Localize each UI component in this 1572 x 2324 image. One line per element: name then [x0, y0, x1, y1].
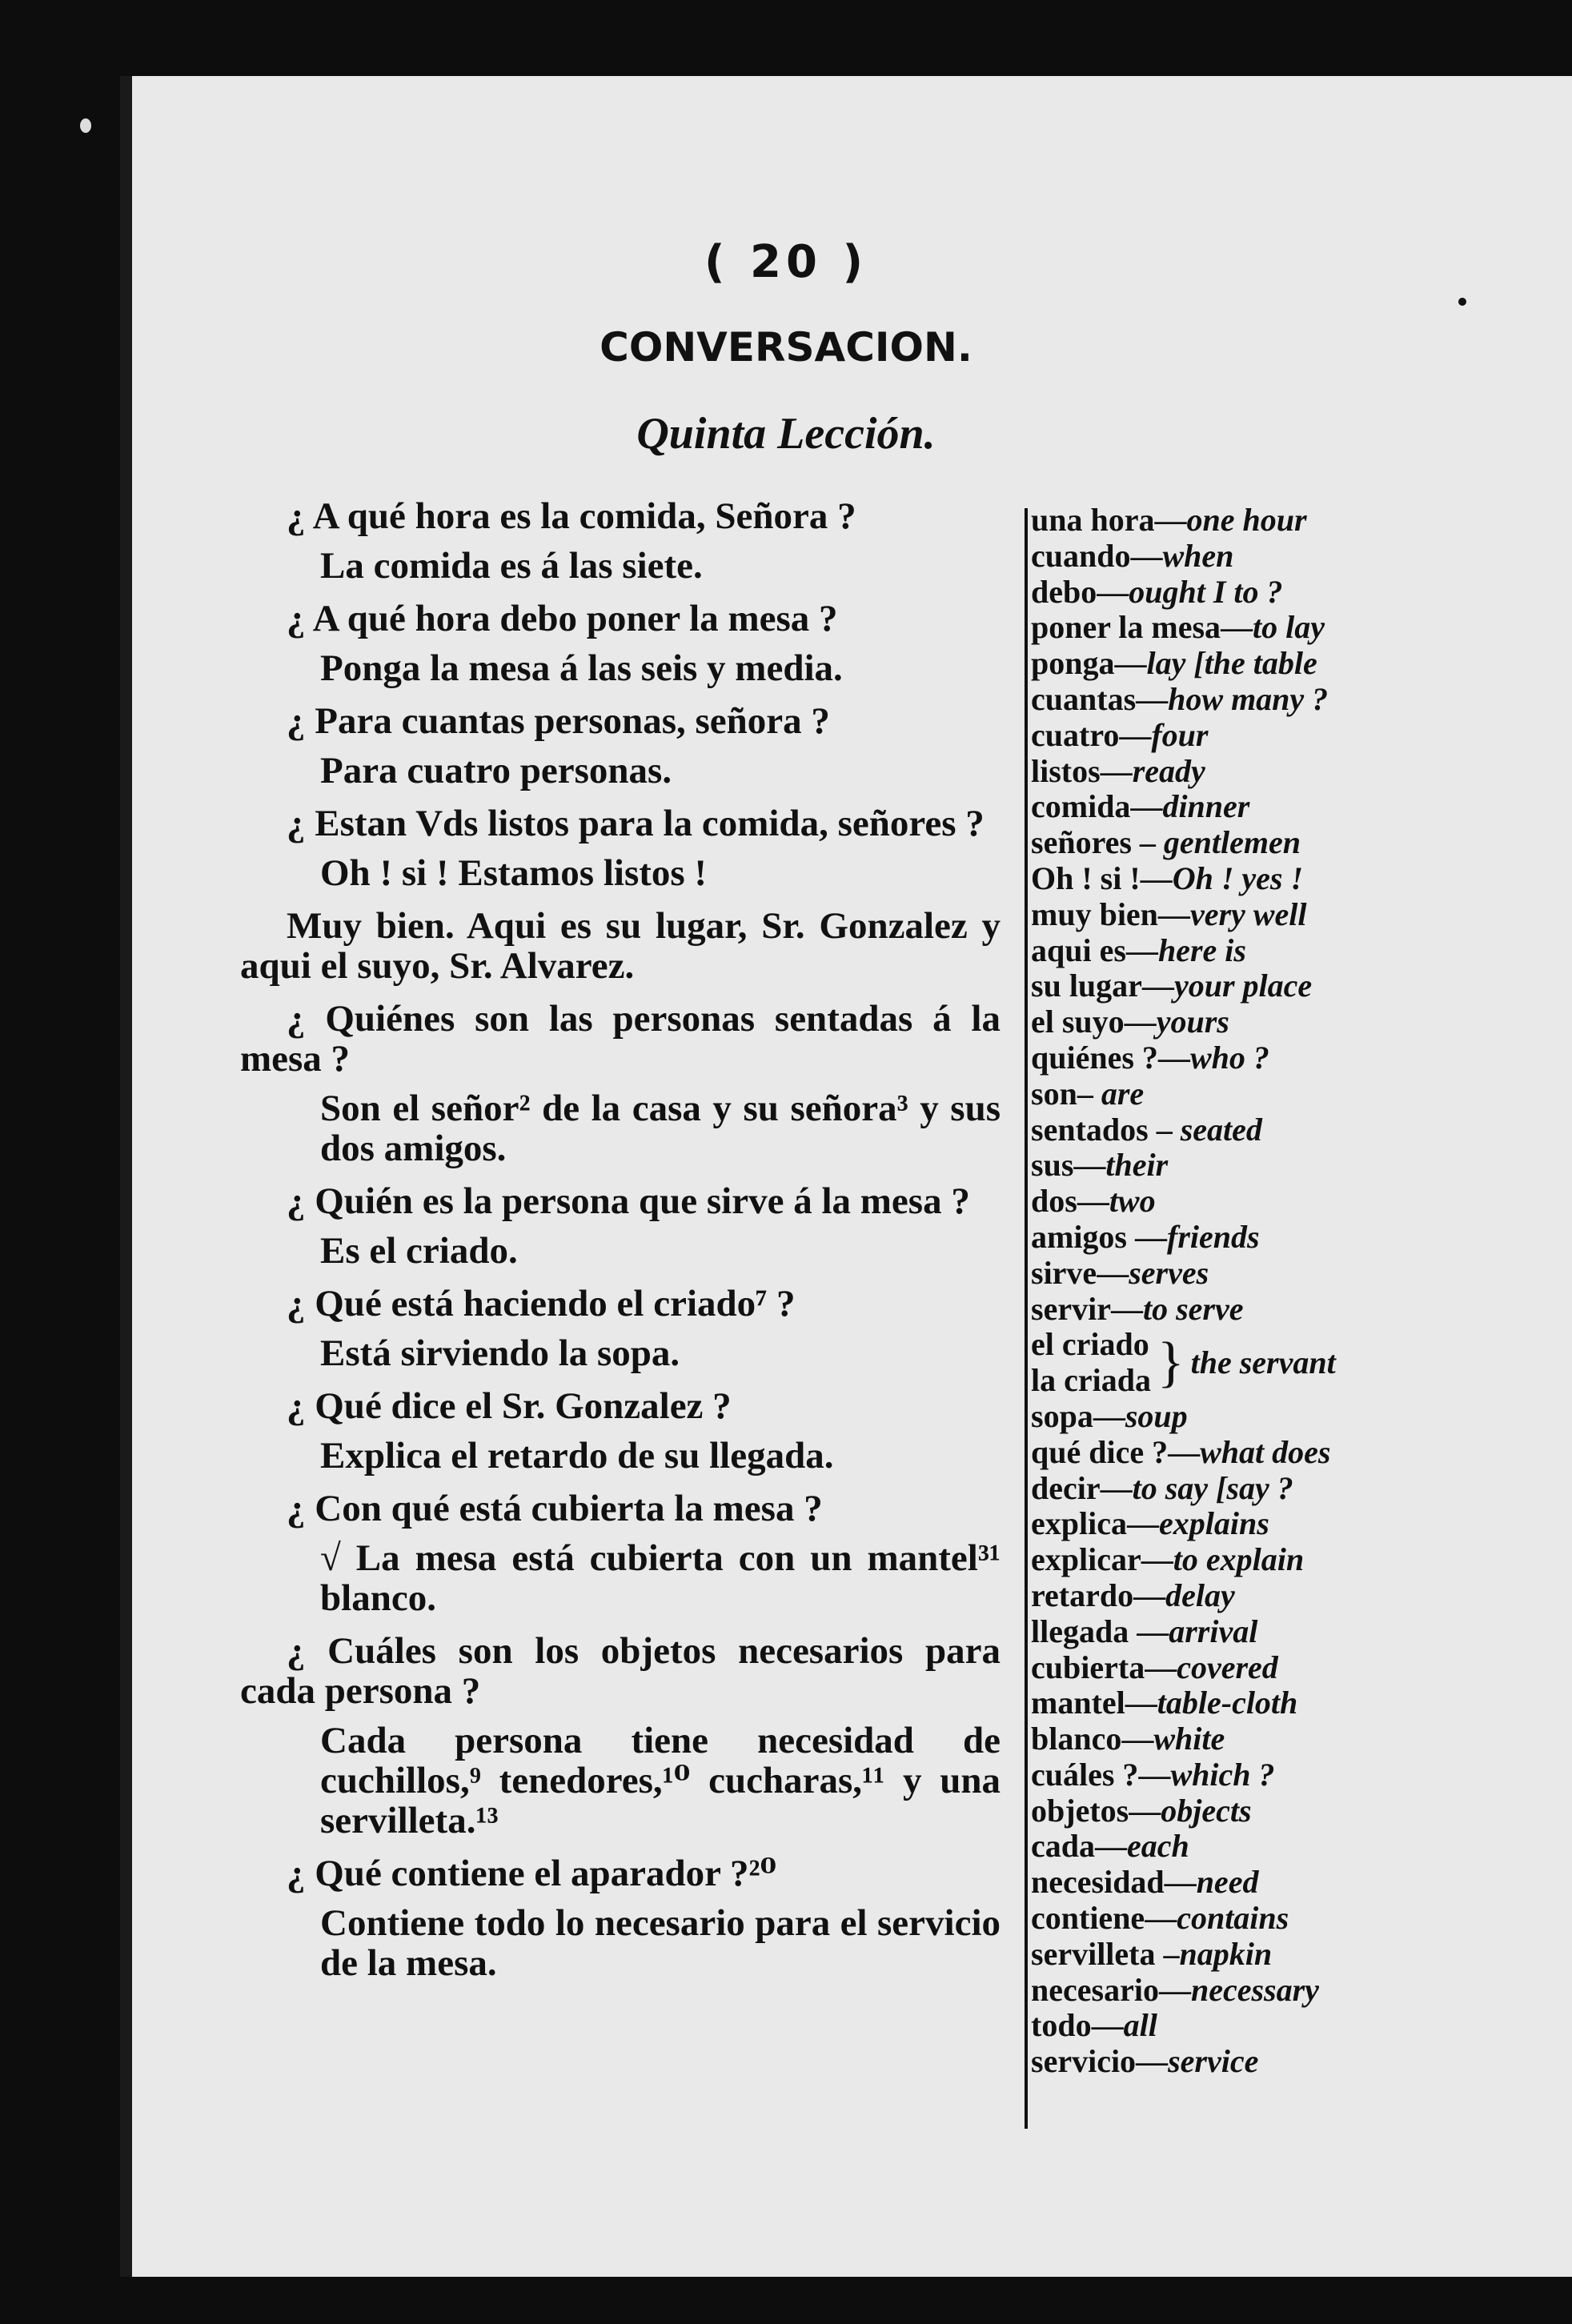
column-divider [1025, 508, 1028, 2129]
vocab-english: here is [1157, 932, 1246, 968]
dialogue-answer: Cada persona tiene necesidad de cuchillos,⁹ tenedores,¹⁰ cucharas,¹¹ y una servilleta.¹³ [320, 1720, 1001, 1841]
vocab-spanish: sus— [1031, 1147, 1106, 1184]
vocab-entry [1031, 610, 1431, 646]
vocab-spanish: amigos — [1031, 1218, 1167, 1255]
vocab-spanish: poner la mesa— [1031, 609, 1253, 646]
vocab-entry [1031, 1256, 1431, 1292]
vocab-spanish: su lugar— [1031, 968, 1174, 1004]
vocab-entry [1031, 1471, 1431, 1507]
vocab-english: objects [1161, 1792, 1252, 1829]
vocab-spanish: sentados – [1031, 1111, 1181, 1148]
vocab-english: to say [say ? [1132, 1469, 1293, 1506]
vocab-spanish: sirve— [1031, 1254, 1129, 1291]
dialogue-question: ¿ Qué contiene el aparador ?²⁰ [287, 1853, 777, 1894]
page-number: ( 20 ) [704, 236, 868, 288]
vocab-spanish: el criado [1031, 1326, 1149, 1363]
vocab-entry [1031, 1901, 1431, 1937]
vocab-entry [1031, 1542, 1431, 1578]
vocab-entry [1031, 646, 1431, 682]
page-edge [120, 76, 124, 2277]
vocab-english: the servant [1190, 1344, 1336, 1380]
vocab-entry [1031, 718, 1431, 754]
vocab-entry [1031, 1184, 1431, 1220]
vocab-spanish: sopa— [1031, 1397, 1125, 1434]
vocab-english: one hour [1186, 502, 1307, 538]
vocab-english: their [1105, 1147, 1169, 1184]
vocab-spanish: la criada [1031, 1362, 1151, 1399]
vocab-brace-entry [1031, 1327, 1431, 1399]
vocab-spanish: quiénes ?— [1031, 1039, 1190, 1076]
dialogue-question: ¿ Cuáles son los objetos necesarios para cada persona ? [240, 1630, 1001, 1712]
dialogue-answer: Contiene todo lo necesario para el servicio de la mesa. [320, 1902, 1001, 1984]
vocab-entry [1031, 1040, 1431, 1076]
vocab-entry [1031, 1292, 1431, 1328]
vocab-english: two [1109, 1183, 1156, 1220]
vocab-english: explains [1158, 1505, 1269, 1542]
dialogue-question: ¿ A qué hora debo poner la mesa ? [287, 598, 838, 639]
vocab-spanish: objetos— [1031, 1792, 1161, 1829]
vocab-english: to serve [1142, 1290, 1244, 1327]
vocab-spanish: una hora— [1031, 502, 1187, 538]
vocab-spanish: cubierta— [1031, 1649, 1177, 1685]
vocab-english: how many ? [1168, 680, 1329, 717]
vocab-entry [1031, 933, 1431, 969]
vocab-spanish: necesario— [1031, 1971, 1191, 2008]
vocab-english: seated [1180, 1111, 1262, 1148]
vocab-entry [1031, 2008, 1431, 2044]
vocab-entry [1031, 968, 1431, 1004]
vocab-entry [1031, 2044, 1431, 2080]
vocab-english: serves [1129, 1254, 1209, 1291]
vocab-english: very well [1189, 896, 1307, 932]
vocab-spanish: servir— [1031, 1290, 1143, 1327]
vocab-english: yours [1156, 1004, 1229, 1040]
brace-symbol: } [1157, 1332, 1185, 1394]
vocab-spanish: el suyo— [1031, 1004, 1157, 1040]
vocab-english: arrival [1169, 1613, 1258, 1649]
vocab-entry [1031, 1506, 1431, 1542]
vocab-entry [1031, 789, 1431, 825]
vocab-english: friends [1167, 1218, 1260, 1255]
vocab-english: to lay [1253, 609, 1325, 646]
dialogue-answer: Ponga la mesa á las seis y media. [320, 647, 843, 689]
vocab-entry [1031, 1578, 1431, 1614]
vocab-english: lay [the table [1146, 645, 1317, 682]
vocab-entry [1031, 754, 1431, 790]
dialogue-question: ¿ A qué hora es la comida, Señora ? [287, 495, 856, 537]
vocab-entry [1031, 897, 1431, 933]
vocab-english: white [1153, 1721, 1225, 1757]
vocab-english: covered [1177, 1649, 1278, 1685]
vocab-english: who ? [1189, 1039, 1269, 1076]
vocab-entry [1031, 1829, 1431, 1865]
vocab-english: what does [1200, 1433, 1331, 1470]
vocab-entry [1031, 1685, 1431, 1721]
vocab-entry [1031, 1757, 1431, 1793]
vocab-english: when [1162, 537, 1234, 574]
vocab-english: are [1101, 1075, 1145, 1112]
vocab-entry [1031, 1865, 1431, 1901]
vocab-entry [1031, 503, 1431, 539]
page-edge [130, 76, 132, 2277]
vocab-entry [1031, 1076, 1431, 1112]
dialogue-answer: √ La mesa está cubierta con un mantel³¹ blanco. [320, 1537, 1001, 1619]
vocab-english: service [1168, 2043, 1259, 2080]
vocab-spanish: explicar— [1031, 1541, 1173, 1578]
dialogue-answer: Son el señor² de la casa y su señora³ y sus dos amigos. [320, 1088, 1001, 1169]
vocab-spanish: señores – [1031, 824, 1164, 861]
dialogue-answer: Para cuatro personas. [320, 750, 672, 791]
lesson-title: Quinta Lección. [636, 409, 936, 459]
dialogue-answer: Oh ! si ! Estamos listos ! [320, 852, 708, 894]
vocab-spanish: todo— [1031, 2007, 1124, 2044]
dialogue-question: ¿ Estan Vds listos para la comida, señores ? [287, 803, 985, 844]
dialogue-answer: Es el criado. [320, 1230, 518, 1272]
vocab-entry [1031, 1793, 1431, 1829]
vocab-english: ready [1132, 752, 1205, 789]
vocab-english: each [1127, 1828, 1189, 1865]
vocab-spanish: retardo— [1031, 1577, 1166, 1613]
vocab-entry [1031, 1614, 1431, 1650]
vocab-spanish: cuatro— [1031, 716, 1152, 753]
vocab-spanish: aqui es— [1031, 932, 1158, 968]
vocab-entry [1031, 861, 1431, 897]
vocab-english: necessary [1190, 1971, 1319, 2008]
vocab-entry [1031, 825, 1431, 861]
vocab-entry [1031, 1721, 1431, 1757]
vocab-entry [1031, 1650, 1431, 1686]
vocab-spanish: servilleta – [1031, 1935, 1180, 1972]
dialogue-answer: Está sirviendo la sopa. [320, 1332, 680, 1374]
vocab-english: table-cloth [1157, 1685, 1298, 1721]
vocab-spanish: cuando— [1031, 537, 1163, 574]
vocab-spanish: muy bien— [1031, 896, 1190, 932]
vocab-entry [1031, 1973, 1431, 2009]
vocab-spanish: qué dice ?— [1031, 1433, 1201, 1470]
vocab-spanish: ponga— [1031, 645, 1147, 682]
dialogue-question: ¿ Quiénes son las personas sentadas á la mesa ? [240, 998, 1001, 1080]
dialogue-column [240, 496, 1001, 1983]
vocab-entry [1031, 1004, 1431, 1040]
vocab-spanish: Oh ! si !— [1031, 859, 1173, 896]
vocab-spanish: mantel— [1031, 1685, 1157, 1721]
vocab-spanish: servicio— [1031, 2043, 1169, 2080]
dialogue-question: ¿ Qué está haciendo el criado⁷ ? [287, 1283, 796, 1324]
vocab-entry [1031, 1435, 1431, 1471]
vocab-entry [1031, 539, 1431, 575]
vocab-spanish: decir— [1031, 1469, 1133, 1506]
vocab-english: need [1196, 1864, 1259, 1901]
vocab-english: Oh ! yes ! [1172, 859, 1304, 896]
dialogue-question: ¿ Para cuantas personas, señora ? [287, 700, 830, 742]
vocab-english: dinner [1162, 788, 1250, 825]
vocab-spanish: necesidad— [1031, 1864, 1197, 1901]
vocab-spanish: cuáles ?— [1031, 1756, 1171, 1793]
vocab-english: your place [1173, 968, 1313, 1004]
vocab-entry [1031, 1112, 1431, 1148]
vocab-entry [1031, 1399, 1431, 1435]
vocab-spanish: contiene— [1031, 1900, 1177, 1937]
vocab-entry [1031, 1937, 1431, 1973]
vocab-entry [1031, 575, 1431, 611]
vocab-english: contains [1177, 1900, 1289, 1937]
dialogue-answer: La comida es á las siete. [320, 545, 703, 587]
vocab-spanish: cuantas— [1031, 680, 1169, 717]
vocab-english: delay [1165, 1577, 1235, 1613]
vocab-spanish: blanco— [1031, 1721, 1154, 1757]
vocab-english: gentlemen [1163, 824, 1301, 861]
vocab-spanish: son– [1031, 1075, 1101, 1112]
vocab-spanish: dos— [1031, 1183, 1109, 1220]
vocab-spanish: listos— [1031, 752, 1133, 789]
vocab-english: to explain [1173, 1541, 1305, 1578]
vocab-english: ought I to ? [1129, 573, 1283, 610]
margin-mark [80, 118, 91, 133]
vocab-english: four [1151, 716, 1209, 753]
vocab-entry [1031, 682, 1431, 718]
dialogue-answer: Explica el retardo de su llegada. [320, 1435, 834, 1477]
vocab-spanish: cada— [1031, 1828, 1127, 1865]
dialogue-question: Muy bien. Aqui es su lugar, Sr. Gonzalez y aqui el suyo, Sr. Alvarez. [240, 905, 1001, 987]
vocab-spanish: llegada — [1031, 1613, 1169, 1649]
vocab-english: soup [1125, 1397, 1188, 1434]
vocabulary-column [1031, 503, 1431, 2080]
vocab-spanish: debo— [1031, 573, 1129, 610]
dialogue-question: ¿ Quién es la persona que sirve á la mesa ? [287, 1180, 970, 1222]
vocab-english: all [1123, 2007, 1157, 2044]
dialogue-question: ¿ Qué dice el Sr. Gonzalez ? [287, 1385, 732, 1427]
dialogue-question: ¿ Con qué está cubierta la mesa ? [287, 1488, 823, 1529]
vocab-english: napkin [1179, 1935, 1273, 1972]
vocab-entry [1031, 1220, 1431, 1256]
vocab-spanish: comida— [1031, 788, 1163, 825]
vocab-english: which ? [1170, 1756, 1275, 1793]
ink-spot [1458, 298, 1466, 306]
vocab-spanish: explica— [1031, 1505, 1159, 1542]
vocab-entry [1031, 1148, 1431, 1184]
section-heading: CONVERSACION. [600, 324, 972, 371]
